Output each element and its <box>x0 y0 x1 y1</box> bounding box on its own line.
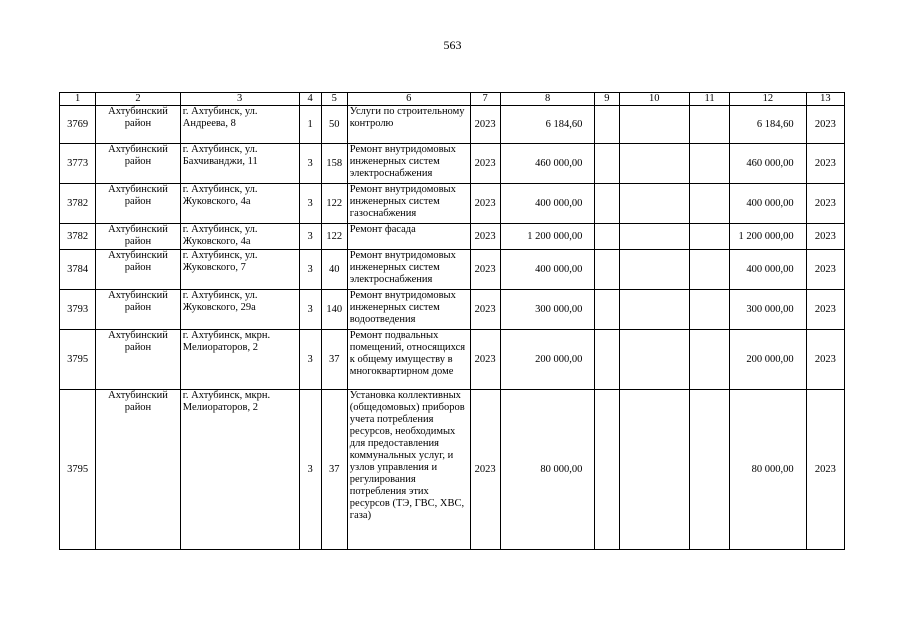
cell-col5: 37 <box>321 330 347 390</box>
column-header: 10 <box>619 93 689 106</box>
cell-sum: 6 184,60 <box>500 106 595 144</box>
table-row <box>60 330 845 390</box>
table-row <box>60 224 845 250</box>
cell-total: 300 000,00 <box>730 290 806 330</box>
cell-total: 6 184,60 <box>730 106 806 144</box>
cell-district: Ахтубинский район <box>96 390 181 550</box>
cell-col5: 37 <box>321 390 347 550</box>
cell-col4: 3 <box>299 290 321 330</box>
cell-col5: 122 <box>321 224 347 250</box>
column-header: 13 <box>806 93 844 106</box>
cell-sum: 300 000,00 <box>500 290 595 330</box>
cell-year-end: 2023 <box>806 290 844 330</box>
cell-work: Установка коллективных (общедомовых) приборов учета потребления ресурсов, необходимых для предоставления коммунальных услуг, и узлов управления и регулирования потребления этих ресурсов (ТЭ, ГВС, ХВС, газа) <box>347 390 470 550</box>
cell-address: г. Ахтубинск, ул. Бахчиванджи, 11 <box>180 144 299 184</box>
cell-year: 2023 <box>470 250 500 290</box>
cell-address: г. Ахтубинск, мкрн. Мелиораторов, 2 <box>180 330 299 390</box>
cell-number: 3784 <box>60 250 96 290</box>
cell-sum: 1 200 000,00 <box>500 224 595 250</box>
cell-col9 <box>595 250 619 290</box>
table-row <box>60 250 845 290</box>
cell-work: Ремонт внутридомовых инженерных систем газоснабжения <box>347 184 470 224</box>
column-header: 4 <box>299 93 321 106</box>
cell-number: 3795 <box>60 330 96 390</box>
cell-year: 2023 <box>470 184 500 224</box>
cell-district: Ахтубинский район <box>96 290 181 330</box>
header-row <box>60 93 845 106</box>
cell-district: Ахтубинский район <box>96 184 181 224</box>
column-header: 12 <box>730 93 806 106</box>
cell-col11 <box>689 144 729 184</box>
cell-col5: 122 <box>321 184 347 224</box>
cell-address: г. Ахтубинск, ул. Жуковского, 7 <box>180 250 299 290</box>
cell-year-end: 2023 <box>806 250 844 290</box>
cell-col5: 50 <box>321 106 347 144</box>
cell-col5: 40 <box>321 250 347 290</box>
cell-col9 <box>595 390 619 550</box>
cell-col11 <box>689 224 729 250</box>
cell-col11 <box>689 106 729 144</box>
cell-address: г. Ахтубинск, ул. Жуковского, 4а <box>180 224 299 250</box>
cell-col4: 1 <box>299 106 321 144</box>
cell-col10 <box>619 106 689 144</box>
column-header: 6 <box>347 93 470 106</box>
cell-year-end: 2023 <box>806 390 844 550</box>
cell-col10 <box>619 330 689 390</box>
table-row <box>60 106 845 144</box>
table-row <box>60 390 845 550</box>
cell-col9 <box>595 330 619 390</box>
cell-total: 460 000,00 <box>730 144 806 184</box>
table-row <box>60 144 845 184</box>
cell-col4: 3 <box>299 224 321 250</box>
page-number: 563 <box>443 38 462 52</box>
cell-year: 2023 <box>470 330 500 390</box>
cell-col10 <box>619 224 689 250</box>
cell-sum: 400 000,00 <box>500 184 595 224</box>
cell-col4: 3 <box>299 390 321 550</box>
cell-number: 3769 <box>60 106 96 144</box>
cell-year-end: 2023 <box>806 184 844 224</box>
cell-address: г. Ахтубинск, ул. Жуковского, 4а <box>180 184 299 224</box>
cell-col9 <box>595 106 619 144</box>
cell-year: 2023 <box>470 106 500 144</box>
column-header: 9 <box>595 93 619 106</box>
cell-number: 3795 <box>60 390 96 550</box>
cell-total: 400 000,00 <box>730 250 806 290</box>
cell-number: 3793 <box>60 290 96 330</box>
cell-col5: 158 <box>321 144 347 184</box>
cell-district: Ахтубинский район <box>96 106 181 144</box>
column-header: 7 <box>470 93 500 106</box>
cell-col11 <box>689 250 729 290</box>
cell-work: Ремонт подвальных помещений, относящихся к общему имуществу в многоквартирном доме <box>347 330 470 390</box>
cell-work: Ремонт внутридомовых инженерных систем электроснабжения <box>347 144 470 184</box>
cell-col10 <box>619 144 689 184</box>
cell-sum: 400 000,00 <box>500 250 595 290</box>
column-header: 3 <box>180 93 299 106</box>
cell-total: 80 000,00 <box>730 390 806 550</box>
cell-district: Ахтубинский район <box>96 250 181 290</box>
column-header: 8 <box>500 93 595 106</box>
cell-total: 200 000,00 <box>730 330 806 390</box>
table-body <box>60 93 845 550</box>
cell-col10 <box>619 184 689 224</box>
cell-col4: 3 <box>299 184 321 224</box>
cell-year: 2023 <box>470 224 500 250</box>
cell-number: 3782 <box>60 184 96 224</box>
cell-year: 2023 <box>470 390 500 550</box>
cell-address: г. Ахтубинск, мкрн. Мелиораторов, 2 <box>180 390 299 550</box>
cell-col9 <box>595 144 619 184</box>
cell-col11 <box>689 184 729 224</box>
cell-col11 <box>689 290 729 330</box>
cell-sum: 200 000,00 <box>500 330 595 390</box>
table-row <box>60 290 845 330</box>
column-header: 1 <box>60 93 96 106</box>
cell-address: г. Ахтубинск, ул. Андреева, 8 <box>180 106 299 144</box>
column-header: 5 <box>321 93 347 106</box>
cell-work: Ремонт фасада <box>347 224 470 250</box>
cell-work: Услуги по строительному контролю <box>347 106 470 144</box>
cell-year-end: 2023 <box>806 144 844 184</box>
cell-year: 2023 <box>470 144 500 184</box>
cell-col9 <box>595 290 619 330</box>
column-header: 11 <box>689 93 729 106</box>
cell-col10 <box>619 390 689 550</box>
column-header: 2 <box>96 93 181 106</box>
cell-total: 400 000,00 <box>730 184 806 224</box>
cell-year-end: 2023 <box>806 330 844 390</box>
cell-year-end: 2023 <box>806 106 844 144</box>
cell-work: Ремонт внутридомовых инженерных систем водоотведения <box>347 290 470 330</box>
cell-year-end: 2023 <box>806 224 844 250</box>
cell-col10 <box>619 290 689 330</box>
cell-col4: 3 <box>299 144 321 184</box>
cell-address: г. Ахтубинск, ул. Жуковского, 29а <box>180 290 299 330</box>
cell-total: 1 200 000,00 <box>730 224 806 250</box>
cell-col9 <box>595 184 619 224</box>
cell-col4: 3 <box>299 330 321 390</box>
register-table <box>59 92 845 550</box>
cell-col4: 3 <box>299 250 321 290</box>
cell-sum: 460 000,00 <box>500 144 595 184</box>
cell-sum: 80 000,00 <box>500 390 595 550</box>
cell-district: Ахтубинский район <box>96 224 181 250</box>
cell-district: Ахтубинский район <box>96 330 181 390</box>
cell-col9 <box>595 224 619 250</box>
table-row <box>60 184 845 224</box>
cell-col5: 140 <box>321 290 347 330</box>
cell-number: 3773 <box>60 144 96 184</box>
cell-work: Ремонт внутридомовых инженерных систем электроснабжения <box>347 250 470 290</box>
cell-col11 <box>689 330 729 390</box>
cell-year: 2023 <box>470 290 500 330</box>
cell-col10 <box>619 250 689 290</box>
cell-col11 <box>689 390 729 550</box>
cell-district: Ахтубинский район <box>96 144 181 184</box>
cell-number: 3782 <box>60 224 96 250</box>
